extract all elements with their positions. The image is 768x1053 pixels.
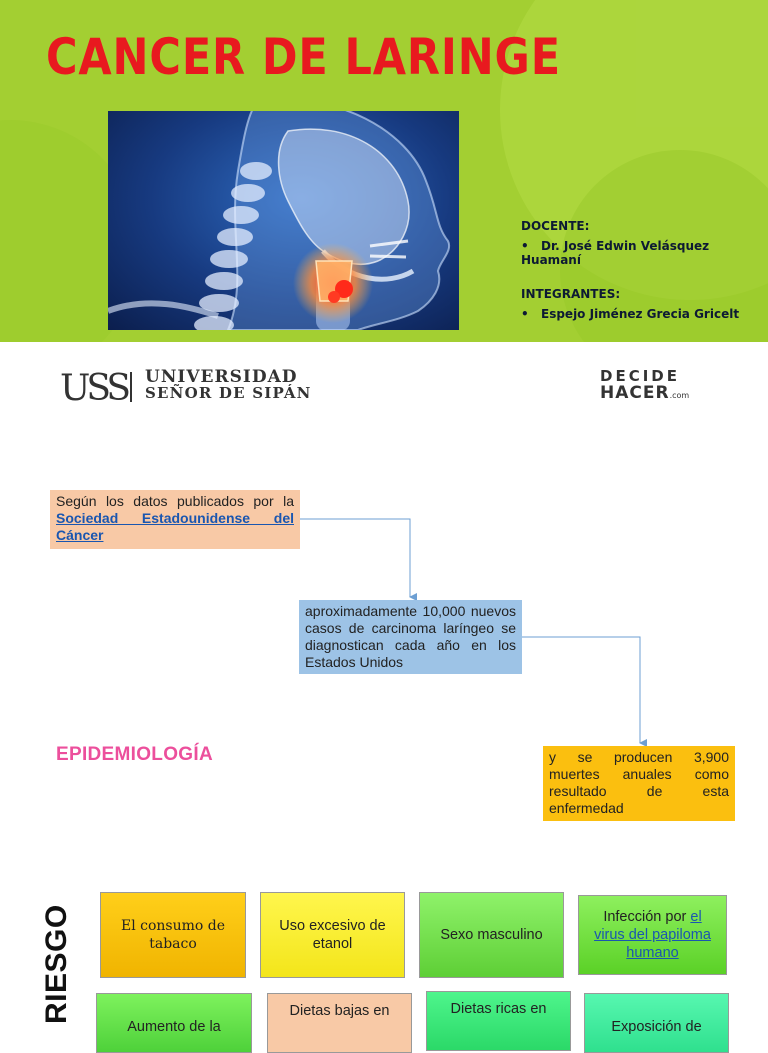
epidemiology-heading: EPIDEMIOLOGÍA: [56, 744, 213, 765]
factor-text: Aumento de la: [127, 1019, 221, 1035]
connector-arrow: [522, 637, 640, 743]
uss-line-1: UNIVERSIDAD: [145, 367, 298, 387]
docente-name: Dr. José Edwin Velásquez Huamaní: [521, 239, 710, 267]
factor-tabaco: [100, 892, 246, 978]
hacer-line: HACER: [600, 383, 670, 403]
uss-line-2: SEÑOR DE SIPÁN: [145, 384, 312, 402]
factor-text: Uso excesivo de etanol: [279, 918, 386, 952]
sociedad-link[interactable]: Sociedad Estadounidense del Cáncer: [56, 510, 294, 543]
factor-dietas-ricas: [426, 991, 571, 1051]
docente-label: DOCENTE:: [521, 219, 590, 233]
factor-text: Exposición de: [611, 1019, 702, 1035]
factor-exposicion: [584, 993, 729, 1053]
factor-sexo: [419, 892, 564, 978]
factor-vph: [578, 895, 727, 975]
factor-etanol: [260, 892, 405, 978]
factor-text: El consumo de tabaco: [120, 918, 226, 952]
decide-suffix: .com: [669, 391, 690, 400]
source-text: Según los datos publicados por la: [56, 493, 294, 509]
uss-logo-mark: USS: [60, 368, 128, 409]
integrantes-label: INTEGRANTES:: [521, 287, 621, 301]
cases-box: aproximadamente 10,000 nuevos casos de carcinoma laríngeo se diagnostican cada año en los Estados Unidos: [299, 600, 522, 674]
bullet: •: [521, 307, 529, 321]
factor-dietas-bajas: [267, 993, 412, 1053]
factor-aumento: [96, 993, 252, 1053]
slide-title: CANCER DE LARINGE: [46, 28, 561, 86]
bullet: •: [521, 239, 529, 253]
factor-text: Dietas bajas en: [289, 1003, 390, 1019]
deaths-box: y se producen 3,900 muertes anuales como resultado de esta enfermedad: [543, 746, 735, 821]
connector-arrow: [300, 519, 410, 597]
factor-text: Sexo masculino: [440, 927, 543, 943]
integrante-name: Espejo Jiménez Grecia Gricelt: [541, 307, 740, 321]
decide-line: DECIDE: [600, 367, 680, 385]
factor-text: Dietas ricas en: [450, 1001, 547, 1017]
source-box: [50, 490, 300, 549]
riesgo-label: RIESGO: [40, 904, 73, 1024]
factor-text: Infección por: [603, 909, 687, 925]
vph-link[interactable]: el virus del papiloma humano: [594, 909, 711, 961]
